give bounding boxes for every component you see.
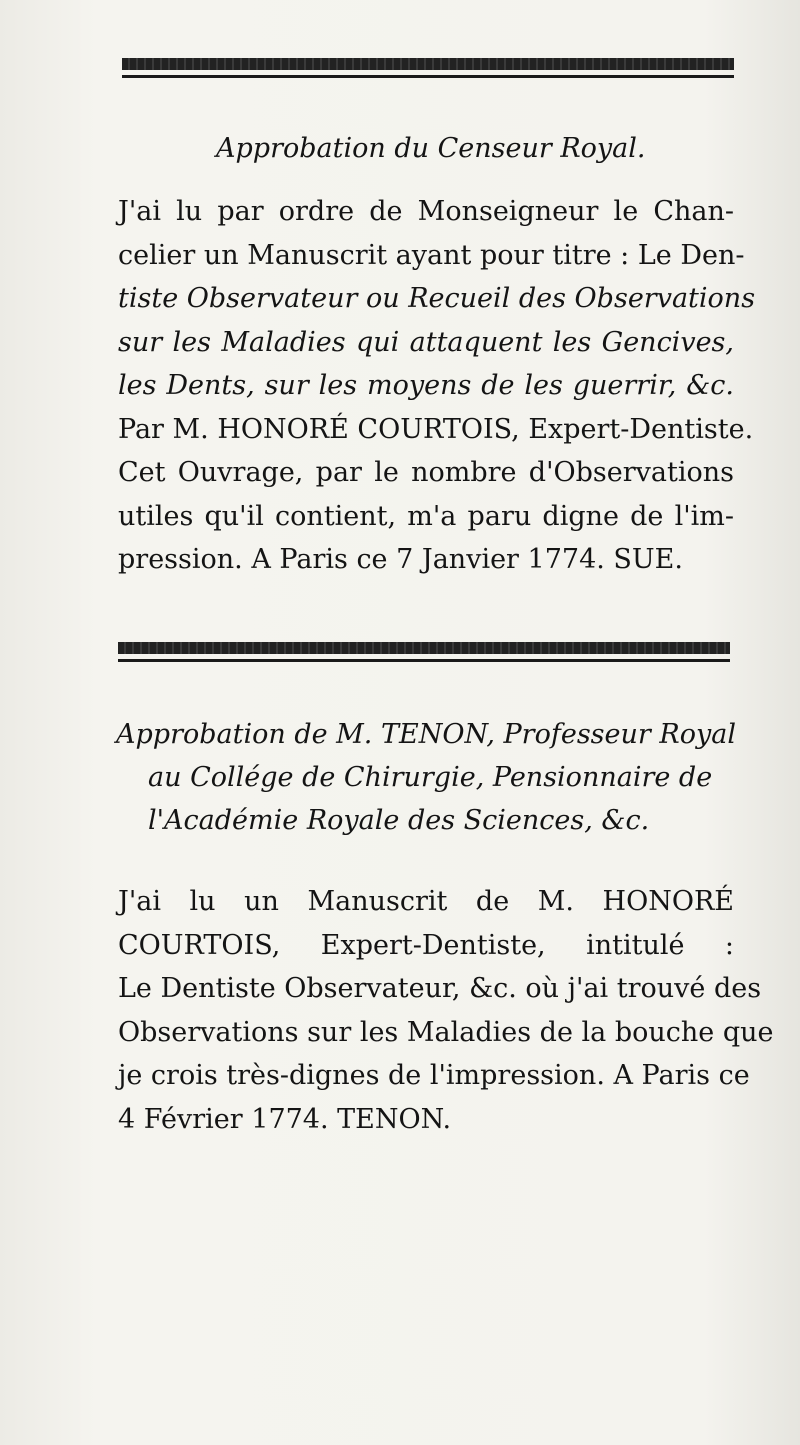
paragraph-line: Cet Ouvrage, par le nombre d'Observations [118, 457, 734, 488]
censeur-heading: Approbation du Censeur Royal. [216, 133, 646, 164]
paragraph-line: Observations sur les Maladies de la bouche que [118, 1016, 774, 1048]
paragraph-line: J'ai lu par ordre de Monseigneur le Chan- [118, 196, 734, 227]
tenon-paragraph [118, 880, 774, 1141]
paragraph-line: Le Dentiste Observateur, &c. où j'ai trouvé des [118, 973, 762, 1004]
paragraph-line: 4 Février 1774. TENON. [118, 1103, 452, 1135]
paragraph-line: utiles qu'il contient, m'a paru digne de l'im- [118, 500, 734, 532]
paragraph-line: je crois très-dignes de l'impression. A Paris ce [118, 1060, 750, 1091]
middle-ornamental-rule [118, 642, 730, 662]
paragraph-line: Par M. HONORÉ COURTOIS, Expert-Dentiste. [118, 413, 754, 445]
paragraph-line: COURTOIS, Expert-Dentiste, intitulé : [118, 929, 734, 961]
top-ornamental-rule [122, 58, 734, 78]
tenon-heading-line-3: l'Académie Royale des Sciences, &c. [148, 805, 650, 836]
censeur-paragraph [118, 190, 756, 582]
paragraph-line: celier un Manuscrit ayant pour titre : Le Den- [118, 239, 745, 271]
paragraph-line: les Dents, sur les moyens de les guerrir, &c. [118, 370, 734, 401]
paragraph-line: sur les Maladies qui attaquent les Gencives, [118, 326, 734, 358]
tenon-heading-line-2: au Collége de Chirurgie, Pensionnaire de [148, 762, 713, 793]
paragraph-line: pression. A Paris ce 7 Janvier 1774. SUE. [118, 544, 683, 575]
tenon-heading-line-1: Approbation de M. TENON, Professeur Royal [116, 719, 736, 750]
paragraph-line: tiste Observateur ou Recueil des Observations [118, 283, 756, 314]
paragraph-line: J'ai lu un Manuscrit de M. HONORÉ [118, 886, 734, 917]
